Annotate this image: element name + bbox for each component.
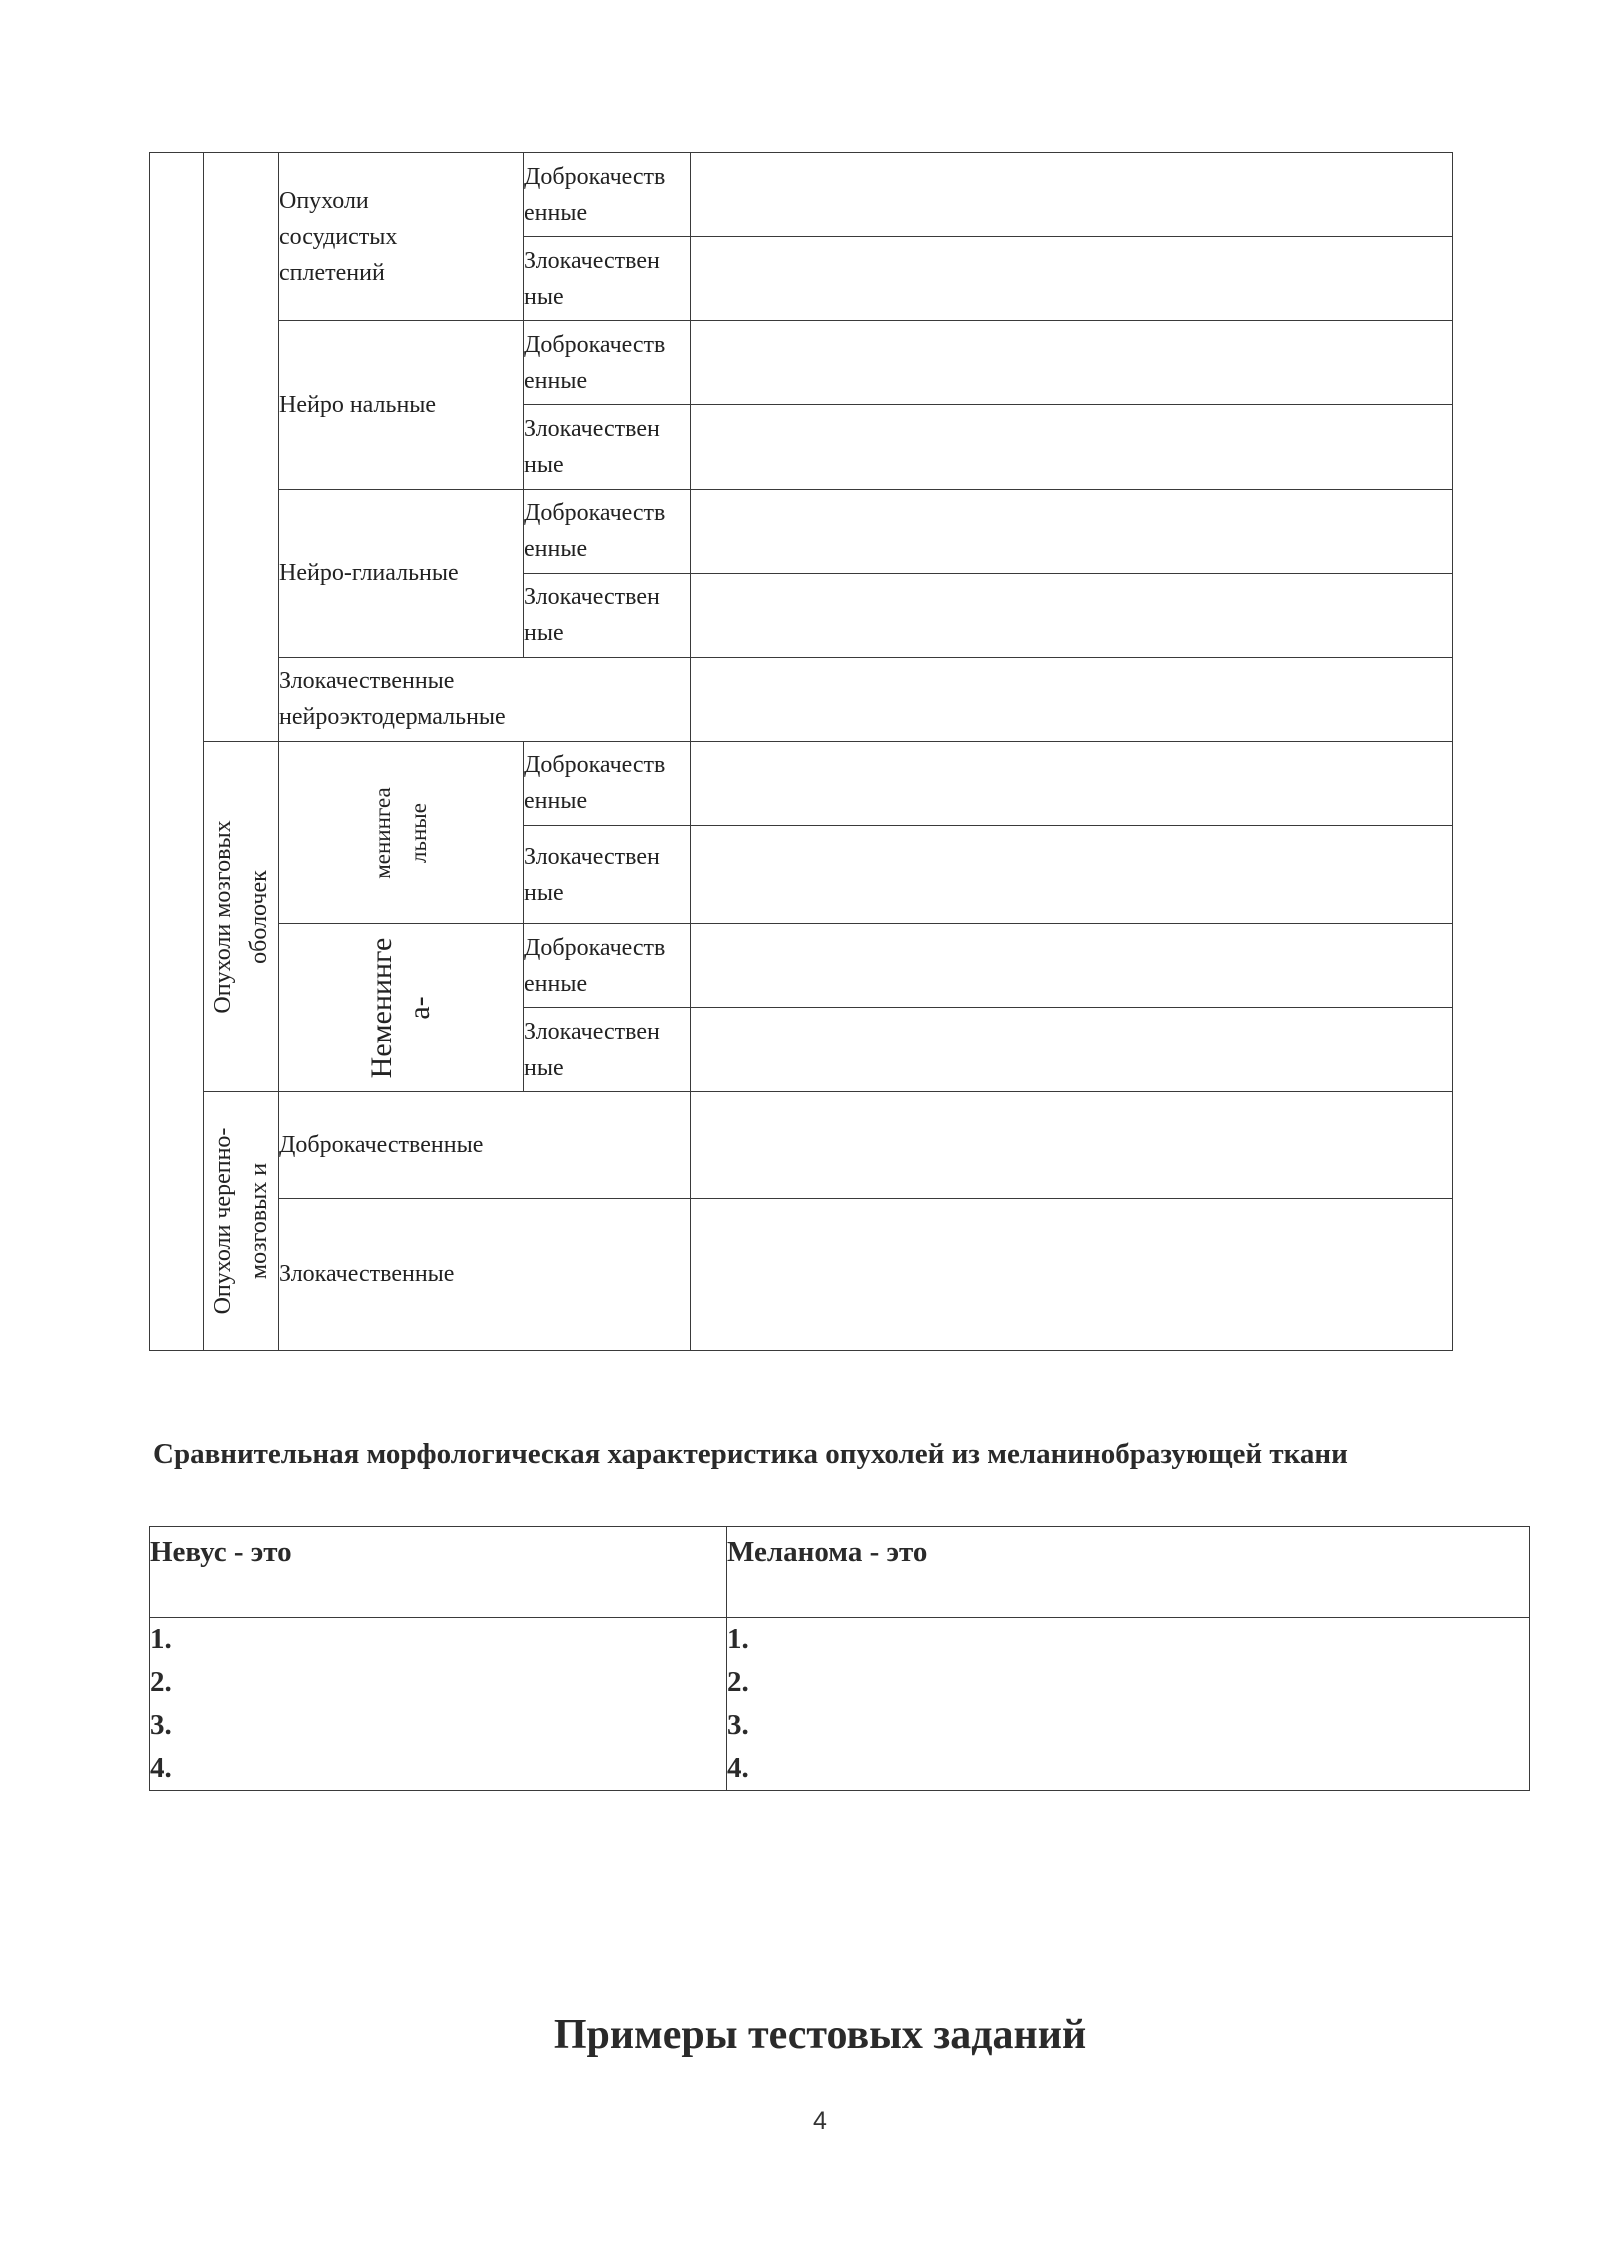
kind-malignant: Злокачествен ные: [524, 573, 691, 657]
list-item: 2.: [150, 1666, 172, 1698]
tumor-classification-table: [149, 152, 1453, 1351]
table-row: [150, 1618, 1530, 1791]
melanoma-items[interactable]: [727, 1618, 1530, 1791]
list-item: 4.: [150, 1752, 172, 1784]
category-craniospinal: Опухоли черепно- мозговых и: [204, 1092, 279, 1351]
list-item: 3.: [727, 1709, 749, 1741]
answer-cell[interactable]: [691, 924, 1453, 1008]
list-item: 2.: [727, 1666, 749, 1698]
kind-benign: Доброкачеств енные: [524, 741, 691, 825]
answer-cell[interactable]: [691, 153, 1453, 237]
answer-cell[interactable]: [691, 321, 1453, 405]
group-non-meningeal: Неменинге а-: [279, 924, 524, 1092]
kind-benign: Доброкачеств енные: [524, 153, 691, 237]
answer-cell[interactable]: [691, 405, 1453, 489]
category-blank-cell: [204, 153, 279, 742]
table-row: [150, 489, 1453, 573]
kind-malignant: Злокачественные: [279, 1198, 691, 1350]
kind-benign: Доброкачеств енные: [524, 321, 691, 405]
page-number: 4: [813, 2107, 827, 2135]
answer-cell[interactable]: [691, 826, 1453, 924]
kind-benign: Доброкачеств енные: [524, 489, 691, 573]
nevus-items[interactable]: [150, 1618, 727, 1791]
section-title: Примеры тестовых заданий: [553, 2012, 1087, 2058]
table-row: [150, 657, 1453, 741]
kind-malignant: Злокачествен ные: [524, 237, 691, 321]
answer-cell[interactable]: [691, 1198, 1453, 1350]
group-meningeal: менингеа льные: [279, 741, 524, 923]
table-row: [150, 321, 1453, 405]
melanoma-header: Меланома - это: [727, 1527, 1530, 1618]
list-item: 1.: [150, 1623, 172, 1655]
table-row: [150, 741, 1453, 825]
group-neuroglial: Нейро-глиальные: [279, 489, 524, 657]
list-item: 3.: [150, 1709, 172, 1741]
answer-cell[interactable]: [691, 657, 1453, 741]
answer-cell[interactable]: [691, 489, 1453, 573]
kind-benign: Доброкачеств енные: [524, 924, 691, 1008]
category-meninges: Опухоли мозговых оболочек: [204, 741, 279, 1092]
kind-malignant: Злокачествен ные: [524, 826, 691, 924]
answer-cell[interactable]: [691, 237, 1453, 321]
group-choroid-plexus: Опухоли сосудистых сплетений: [279, 153, 524, 321]
list-item: 4.: [727, 1752, 749, 1784]
table-row: [150, 153, 1453, 237]
table-row: [150, 924, 1453, 1008]
answer-cell[interactable]: [691, 1008, 1453, 1092]
comparison-title: Сравнительная морфологическая характеристика опухолей из меланинобразующей ткани: [153, 1438, 1348, 1470]
group-neuronal: Нейро нальные: [279, 321, 524, 489]
table-row: [150, 1198, 1453, 1350]
table-header-row: [150, 1527, 1530, 1618]
answer-cell[interactable]: [691, 573, 1453, 657]
outer-blank-column: [150, 153, 204, 1351]
nevus-melanoma-table: [149, 1526, 1530, 1791]
list-item: 1.: [727, 1623, 749, 1655]
answer-cell[interactable]: [691, 1092, 1453, 1198]
table-row: [150, 1092, 1453, 1198]
nevus-header: Невус - это: [150, 1527, 727, 1618]
kind-malignant: Злокачествен ные: [524, 405, 691, 489]
answer-cell[interactable]: [691, 741, 1453, 825]
kind-malignant: Злокачествен ные: [524, 1008, 691, 1092]
group-neuroectodermal: Злокачественные нейроэктодермальные: [279, 657, 691, 741]
kind-benign: Доброкачественные: [279, 1092, 691, 1198]
